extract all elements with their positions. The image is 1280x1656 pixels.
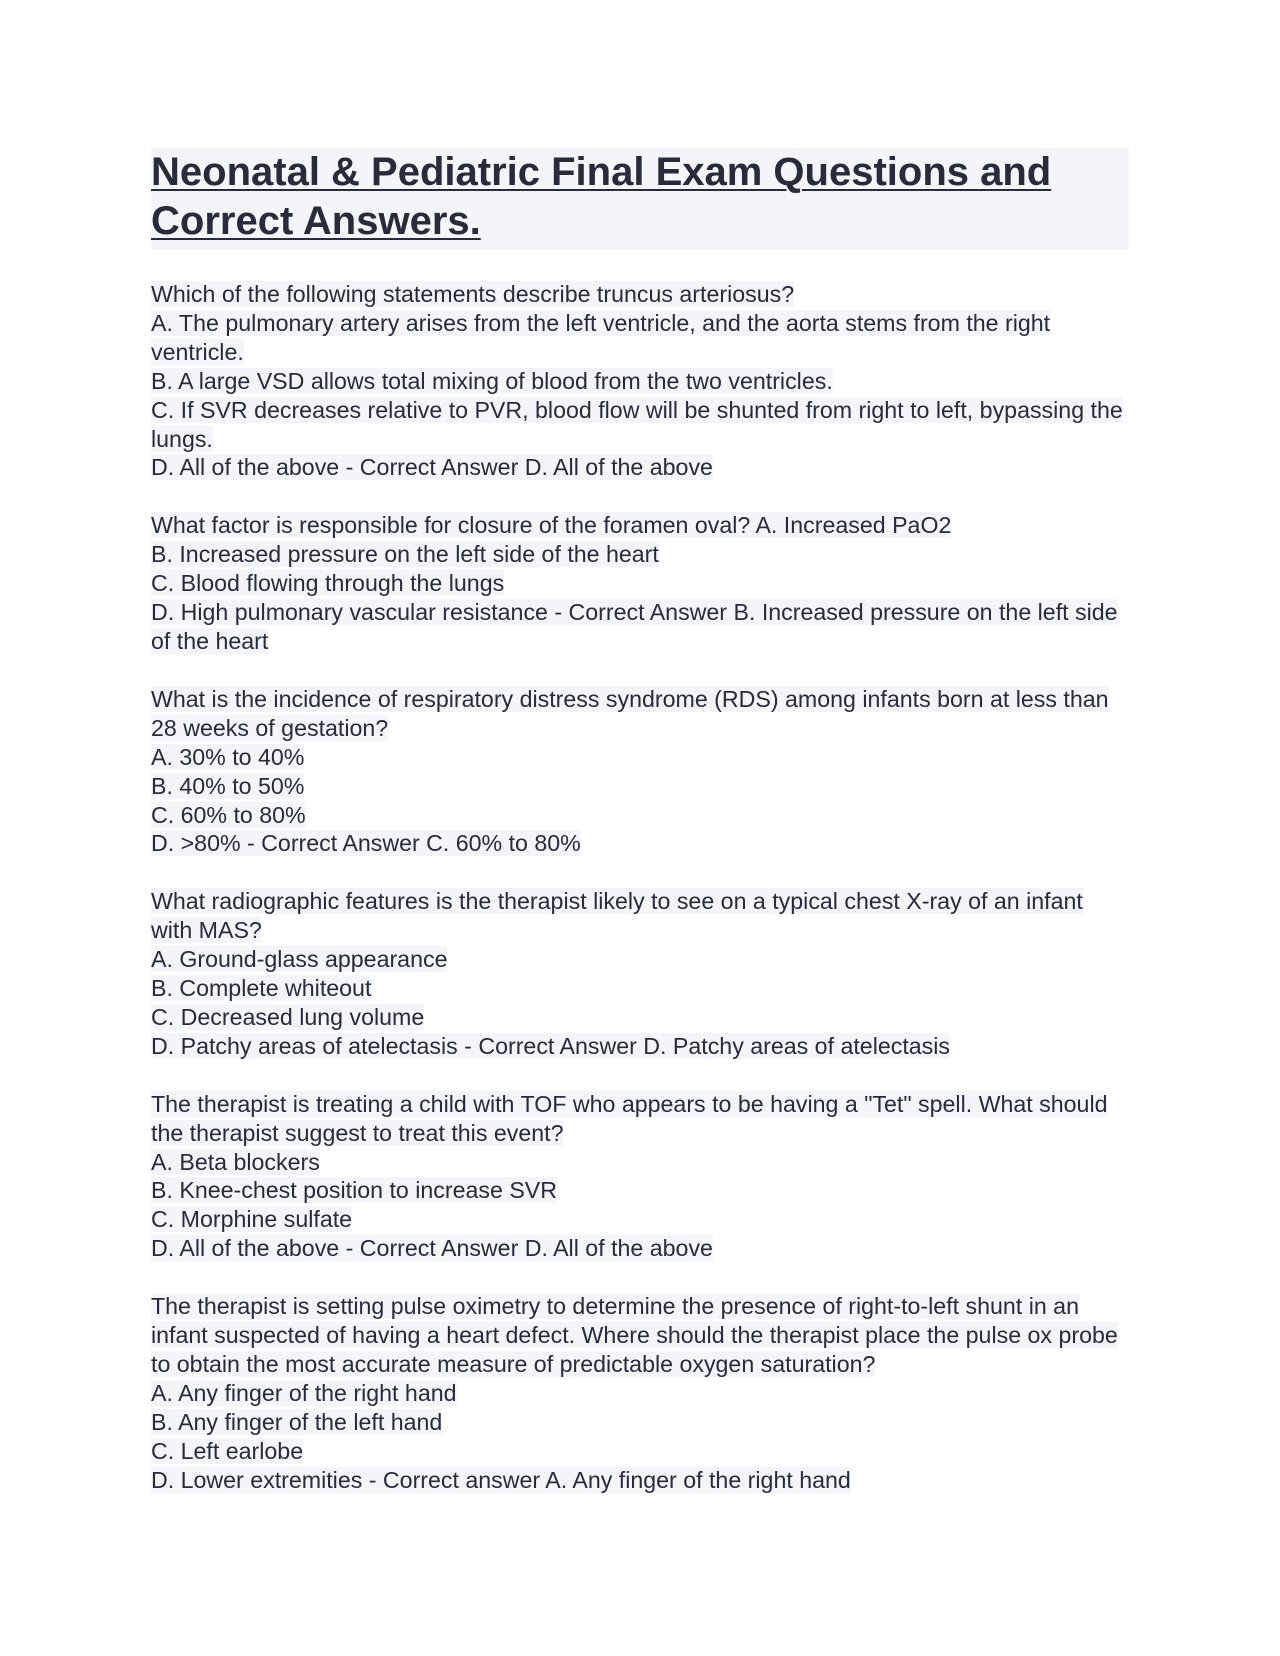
option-d-with-answer: D. Patchy areas of atelectasis - Correct Answer D. Patchy areas of atelectasis — [151, 1032, 951, 1059]
option-a: A. Beta blockers — [151, 1148, 320, 1175]
option-b: B. 40% to 50% — [151, 772, 305, 799]
question-block — [151, 1090, 1129, 1263]
option-d-with-answer: D. High pulmonary vascular resistance - Correct Answer B. Increased pressure on the left side of the heart — [151, 599, 1118, 654]
question-text — [151, 887, 1129, 945]
option-d-with-answer: D. All of the above - Correct Answer D. All of the above — [151, 1235, 713, 1262]
answer-option — [151, 1379, 1129, 1408]
option-a: A. Ground-glass appearance — [151, 946, 448, 973]
option-b: B. Any finger of the left hand — [151, 1408, 443, 1435]
answer-option — [151, 1032, 1129, 1061]
question-text — [151, 280, 1129, 309]
question-block — [151, 511, 1129, 656]
question-line: What is the incidence of respiratory distress syndrome (RDS) among infants born at less than 28 weeks of gestation? — [151, 685, 1109, 741]
option-d-with-answer: D. All of the above - Correct Answer D. All of the above — [151, 454, 713, 481]
option-b: B. Increased pressure on the left side of the heart — [151, 541, 659, 568]
answer-option — [151, 453, 1129, 482]
option-a: A. 30% to 40% — [151, 743, 305, 770]
question-line: The therapist is setting pulse oximetry to determine the presence of right-to-left shunt in an infant suspected of having a heart defect. Where should the therapist place the pulse ox probe to obtain the most accurate measure of predictable oxygen saturation? — [151, 1293, 1118, 1377]
question-line: The therapist is treating a child with TOF who appears to be having a "Tet" spell. What should the therapist suggest to treat this event? — [151, 1090, 1108, 1146]
answer-option — [151, 540, 1129, 569]
question-block — [151, 685, 1129, 858]
document-page — [151, 148, 1129, 1524]
question-block — [151, 887, 1129, 1060]
answer-option — [151, 743, 1129, 772]
option-c: C. Left earlobe — [151, 1437, 304, 1464]
answer-option — [151, 1408, 1129, 1437]
answer-option — [151, 1003, 1129, 1032]
answer-option — [151, 1437, 1129, 1466]
answer-option — [151, 829, 1129, 858]
question-text — [151, 511, 1129, 540]
question-line: Which of the following statements describe truncus arteriosus? — [151, 281, 795, 307]
option-d-with-answer: D. >80% - Correct Answer C. 60% to 80% — [151, 830, 581, 857]
question-line: What radiographic features is the therapist likely to see on a typical chest X-ray of an infant with MAS? — [151, 888, 1083, 944]
option-b: B. Complete whiteout — [151, 975, 372, 1002]
answer-option — [151, 945, 1129, 974]
answer-option — [151, 367, 1129, 396]
answer-option — [151, 396, 1129, 454]
option-a: A. Any finger of the right hand — [151, 1379, 457, 1406]
option-b: B. Knee-chest position to increase SVR — [151, 1177, 557, 1204]
answer-option — [151, 1234, 1129, 1263]
document-title: Neonatal & Pediatric Final Exam Questions and Correct Answers. — [151, 150, 1052, 243]
option-c: C. If SVR decreases relative to PVR, blood flow will be shunted from right to left, bypassing the lungs. — [151, 396, 1123, 452]
answer-option — [151, 801, 1129, 830]
answer-option — [151, 1205, 1129, 1234]
answer-option — [151, 569, 1129, 598]
answer-option — [151, 1176, 1129, 1205]
answer-option — [151, 309, 1129, 367]
option-c: C. Morphine sulfate — [151, 1206, 353, 1233]
option-b: B. A large VSD allows total mixing of blood from the two ventricles. — [151, 367, 833, 394]
answer-option — [151, 1466, 1129, 1495]
question-line: What factor is responsible for closure of the foramen oval? A. Increased PaO2 — [151, 512, 952, 539]
title-block — [151, 148, 1129, 250]
question-text — [151, 685, 1129, 743]
question-text — [151, 1090, 1129, 1148]
option-c: C. Blood flowing through the lungs — [151, 570, 505, 597]
question-text — [151, 1292, 1129, 1379]
answer-option — [151, 974, 1129, 1003]
answer-option — [151, 772, 1129, 801]
option-d-with-answer: D. Lower extremities - Correct answer A. Any finger of the right hand — [151, 1466, 851, 1493]
question-block — [151, 1292, 1129, 1494]
option-c: C. Decreased lung volume — [151, 1003, 425, 1030]
question-block — [151, 280, 1129, 482]
option-c: C. 60% to 80% — [151, 801, 306, 828]
answer-option — [151, 1148, 1129, 1177]
answer-option — [151, 598, 1129, 656]
option-a: A. The pulmonary artery arises from the left ventricle, and the aorta stems from the right ventricle. — [151, 309, 1051, 365]
